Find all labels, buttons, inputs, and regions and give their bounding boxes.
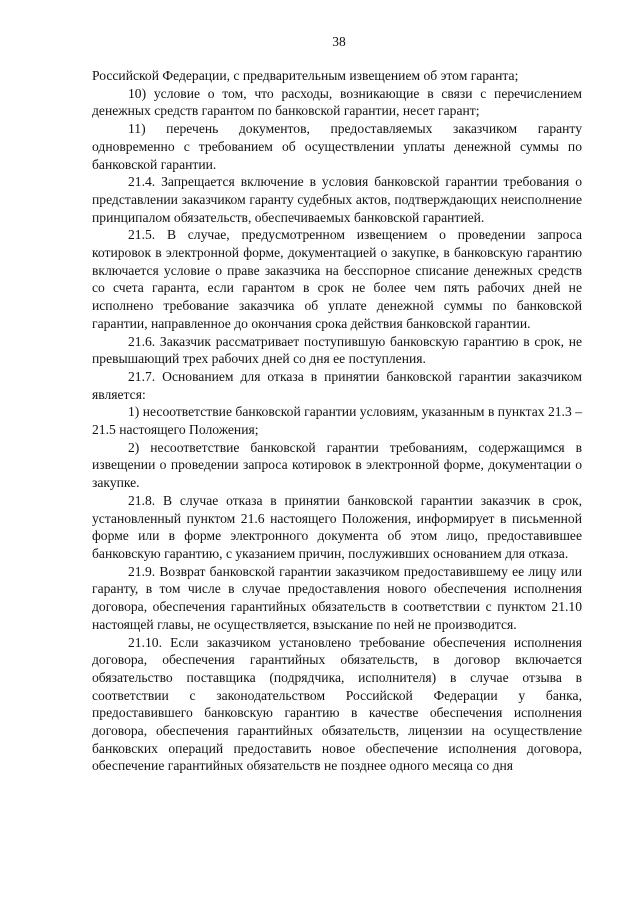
paragraph-21-7-item-1: 1) несоответствие банковской гарантии условиям, указанным в пунктах 21.3 – 21.5 настоящего Положения; bbox=[92, 404, 582, 438]
paragraph-21-6: 21.6. Заказчик рассматривает поступившую банковскую гарантию в срок, не превышающий трех рабочих дней со дня ее поступления. bbox=[92, 333, 582, 367]
paragraph-21-7-item-2: 2) несоответствие банковской гарантии требованиям, содержащимся в извещении о проведении запроса котировок в электронной форме, документации о закупке. bbox=[92, 439, 582, 491]
paragraph-21-7: 21.7. Основанием для отказа в принятии банковской гарантии заказчиком является: bbox=[92, 368, 582, 402]
paragraph-21-8: 21.8. В случае отказа в принятии банковской гарантии заказчик в срок, установленный пунктом 21.6 настоящего Положения, информирует в письменной форме или в форме электронного документа об этом лицо, предоставившее банковскую гарантию, с указанием причин, послуживших основанием для отказа. bbox=[92, 492, 582, 561]
paragraph-item-11: 11) перечень документов, предоставляемых заказчиком гаранту одновременно с требованием об осуществлении уплаты денежной суммы по банковской гарантии. bbox=[92, 121, 582, 172]
page-number: 38 bbox=[332, 34, 346, 49]
paragraph-continuation: Российской Федерации, с предварительным извещением об этом гаранта; bbox=[92, 68, 519, 83]
document-body bbox=[92, 67, 582, 775]
paragraph-21-4: 21.4. Запрещается включение в условия банковской гарантии требования о представлении заказчиком гаранту судебных актов, подтверждающих неисполнение принципалом обязательств, обеспечиваемых банковской гарантией. bbox=[92, 174, 582, 225]
paragraph-21-5: 21.5. В случае, предусмотренном извещением о проведении запроса котировок в электронной форме, документацией о закупке, в банковскую гарантию включается условие о праве заказчика на бесспорное списание денежных средств со счета гаранта, если гарантом в срок не более чем пять рабочих дней не исполнено требование заказчика об уплате денежной суммы по банковской гарантии, направленное до окончания срока действия банковской гарантии. bbox=[92, 227, 582, 331]
paragraph-item-10: 10) условие о том, что расходы, возникающие в связи с перечислением денежных средств гарантом по банковской гарантии, несет гарант; bbox=[92, 85, 582, 119]
paragraph-21-9: 21.9. Возврат банковской гарантии заказчиком предоставившему ее лицу или гаранту, в том числе в случае предоставления нового обеспечения исполнения договора, обеспечения гарантийных обязательств в соответствии с пунктом 21.10 настоящей главы, не осуществляется, взыскание по ней не производится. bbox=[92, 563, 582, 632]
paragraph-21-10: 21.10. Если заказчиком установлено требование обеспечения исполнения договора, обеспечения гарантийных обязательств, в договор включается обязательство поставщика (подрядчика, исполнителя) в случае отзыва в соответствии с законодательством Российской Федерации у банка, предоставившего банковскую гарантию в качестве обеспечения исполнения договора, обеспечения гарантийных обязательств, лицензии на осуществление банковских операций предоставить новое обеспечение исполнения договора, обеспечение гарантийных обязательств не позднее одного месяца со дня bbox=[92, 634, 582, 774]
